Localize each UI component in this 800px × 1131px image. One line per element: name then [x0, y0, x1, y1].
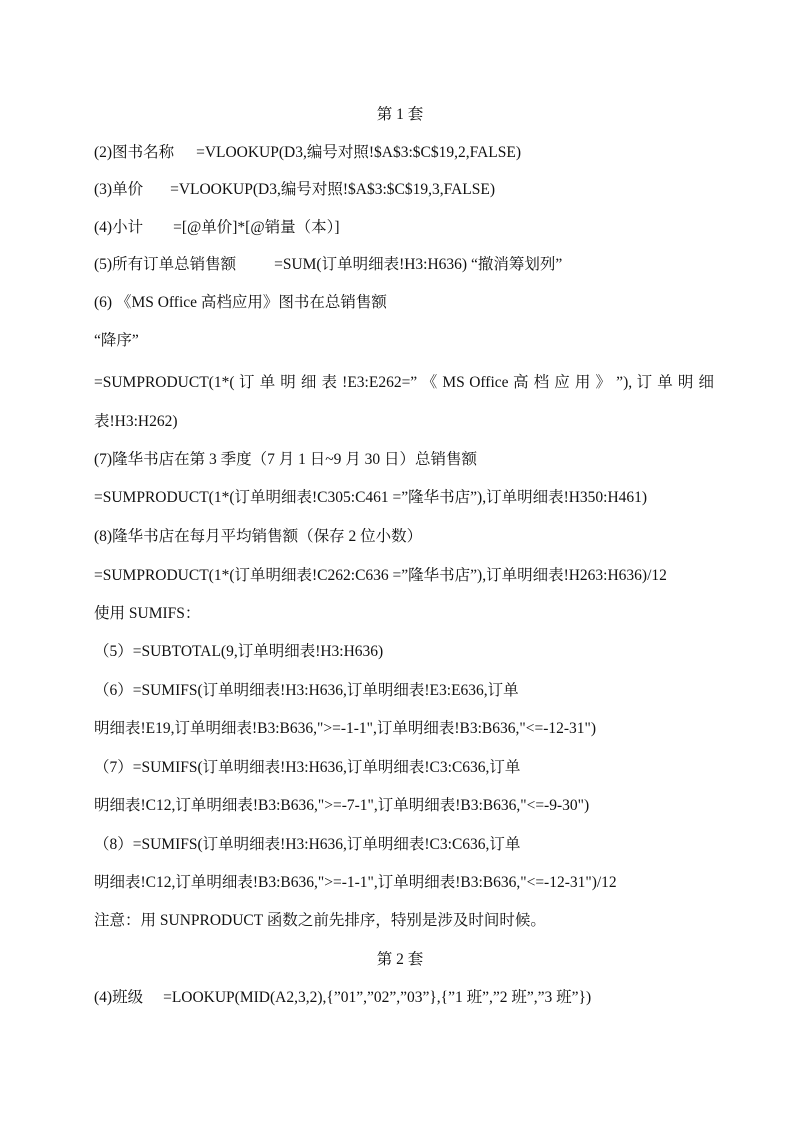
- q6-note: “降序”: [94, 332, 139, 349]
- set1-line-2: [94, 143, 521, 163]
- q6-formula-a: =SUMPRODUCT(1*( 订 单 明 细 表 !E3:E262=” 《 MS Office 高 档 应 用 》 ”), 订 单 明 细: [94, 374, 714, 391]
- alt-7a: （7）=SUMIFS(订单明细表!H3:H636,订单明细表!C3:C636,订单: [94, 759, 521, 776]
- alt-8a: （8）=SUMIFS(订单明细表!H3:H636,订单明细表!C3:C636,订单: [94, 836, 521, 853]
- line-formula: =VLOOKUP(D3,编号对照!$A$3:$C$19,3,FALSE): [170, 181, 495, 198]
- alt-5: （5）=SUBTOTAL(9,订单明细表!H3:H636): [94, 643, 384, 660]
- set2-title: 第 2 套: [376, 951, 424, 968]
- alt-7b: 明细表!C12,订单明细表!B3:B636,">=-7-1",订单明细表!B3:B636,"<=-9-30"): [94, 797, 590, 814]
- q8-formula: =SUMPRODUCT(1*(订单明细表!C262:C636 =”隆华书店”),订单明细表!H263:H636)/12: [94, 567, 667, 584]
- set1-line-4: [94, 218, 340, 238]
- line-label: (2)图书名称: [94, 144, 175, 161]
- line-label: (3)单价: [94, 181, 144, 198]
- set1-title: 第 1 套: [376, 106, 424, 123]
- set1-line-3: [94, 180, 495, 200]
- line-formula: =[@单价]*[@销量（本）]: [173, 219, 340, 236]
- alt-8b: 明细表!C12,订单明细表!B3:B636,">=-1-1",订单明细表!B3:B636,"<=-12-31")/12: [94, 874, 617, 891]
- line-formula: =SUM(订单明细表!H3:H636) “撤消筹划列”: [274, 256, 563, 273]
- note: 注意：用 SUNPRODUCT 函数之前先排序，特别是涉及时间时候。: [94, 912, 546, 929]
- q7-formula: =SUMPRODUCT(1*(订单明细表!C305:C461 =”隆华书店”),订单明细表!H350:H461): [94, 489, 648, 506]
- set1-line-5: [94, 255, 562, 275]
- q6-title: (6) 《MS Office 高档应用》图书在总销售额: [94, 294, 387, 311]
- line-label: (4)小计: [94, 219, 144, 236]
- alt-6b: 明细表!E19,订单明细表!B3:B636,">=-1-1",订单明细表!B3:B636,"<=-12-31"): [94, 720, 597, 737]
- line-formula: =LOOKUP(MID(A2,3,2),{”01”,”02”,”03”},{”1 班”,”2 班”,”3 班”}): [163, 989, 592, 1006]
- line-label: (5)所有订单总销售额: [94, 256, 237, 273]
- line-label: (4)班级: [94, 989, 144, 1006]
- q6-formula-b: 表!H3:H262): [94, 413, 178, 430]
- set2-line-4: [94, 988, 591, 1008]
- line-formula: =VLOOKUP(D3,编号对照!$A$3:$C$19,2,FALSE): [196, 144, 521, 161]
- sumifs-heading: 使用 SUMIFS：: [94, 605, 201, 622]
- q7-title: (7)隆华书店在第 3 季度（7 月 1 日~9 月 30 日）总销售额: [94, 451, 477, 468]
- alt-6a: （6）=SUMIFS(订单明细表!H3:H636,订单明细表!E3:E636,订单: [94, 682, 519, 699]
- q8-title: (8)隆华书店在每月平均销售额（保存 2 位小数）: [94, 528, 423, 545]
